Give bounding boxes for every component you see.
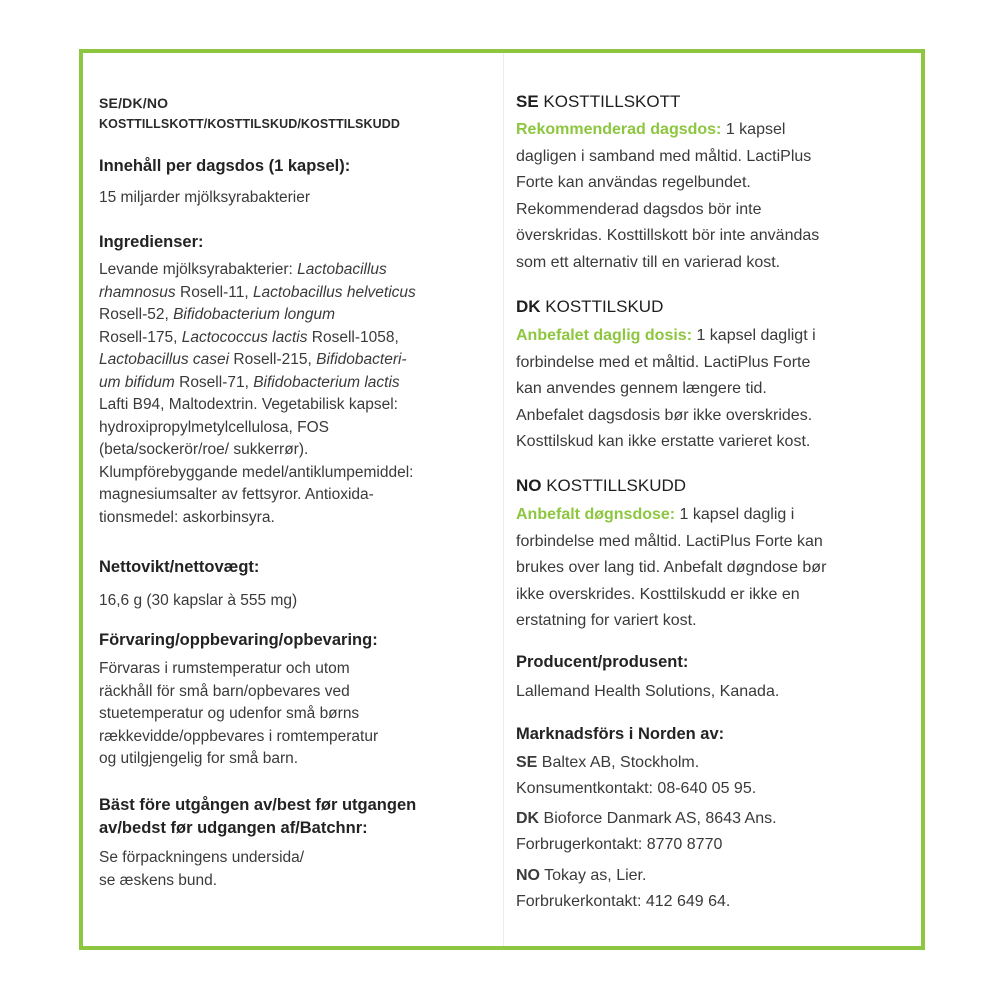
ingredient-species: Bifidobacterium longum xyxy=(173,306,336,323)
distributor-se-name: Baltex AB, Stockholm. xyxy=(537,754,700,771)
no-heading-text: KOSTTILLSKUDD xyxy=(541,476,687,495)
ingredient-text: Rosell-52, xyxy=(99,306,174,323)
product-type: KOSTTILLSKOTT/KOSTTILSKUD/KOSTTILSKUDD xyxy=(99,117,401,131)
ingredients-line xyxy=(99,438,416,461)
storage-text xyxy=(99,657,378,770)
ingredient-species: Bifidobacterium lactis xyxy=(253,373,400,391)
best-before-line: se æskens bund. xyxy=(99,871,218,889)
ingredient-text: Lafti B94, Maltodextrin. Vegetabilisk kapsel: xyxy=(99,396,398,413)
label-frame xyxy=(79,49,925,950)
no-line: 1 kapsel daglig i xyxy=(675,506,795,523)
ingredient-species: um bifidum xyxy=(99,373,175,391)
distributor-se xyxy=(516,750,756,802)
storage-line: rækkevidde/oppbevares i romtemperatur xyxy=(99,727,379,745)
ingredient-text: tionsmedel: askorbinsyra. xyxy=(99,508,275,526)
se-dose-label: Rekommenderad dagsdos: xyxy=(516,121,722,138)
ingredients-line xyxy=(99,326,416,349)
storage-line: Förvaras i rumstemperatur och utom xyxy=(99,660,350,677)
distributor-dk xyxy=(516,806,777,858)
se-section-text xyxy=(516,117,819,276)
ingredient-species: Bifidobacteri- xyxy=(316,351,407,368)
no-section-text xyxy=(516,502,826,635)
dk-line: forbindelse med et måltid. LactiPlus Forte xyxy=(516,353,811,371)
fold-line xyxy=(503,53,504,946)
se-line: som ett alternativ till en varierad kost. xyxy=(516,253,781,271)
ingredient-text: (beta/sockerör/roe/ sukkerrør). xyxy=(99,441,309,458)
no-line: erstatning for variert kost. xyxy=(516,612,697,629)
distributor-no-name: Tokay as, Lier. xyxy=(540,867,647,884)
se-line: Rekommenderad dagsdos bör inte xyxy=(516,200,762,218)
distributor-dk-code: DK xyxy=(516,810,540,827)
distributor-se-contact: Konsumentkontakt: 08-640 05 95. xyxy=(516,780,757,797)
storage-heading: Förvaring/oppbevaring/opbevaring: xyxy=(99,631,378,649)
distributor-no-code: NO xyxy=(516,867,540,884)
no-section-heading xyxy=(516,476,686,496)
ingredient-species: Lactobacillus helveticus xyxy=(252,283,416,301)
se-line: överskridas. Kosttillskott bör inte användas xyxy=(516,227,820,244)
ingredients-line xyxy=(99,483,416,506)
best-before-text xyxy=(99,846,304,891)
no-code: NO xyxy=(516,476,542,495)
producer-value: Lallemand Health Solutions, Kanada. xyxy=(516,683,780,700)
ingredient-species: Lactobacillus xyxy=(297,261,387,278)
ingredients-line xyxy=(99,258,416,281)
dk-dose-label: Anbefalet daglig dosis: xyxy=(516,327,693,344)
ingredient-text: Levande mjölksyrabakterier: xyxy=(99,261,298,278)
se-section-heading xyxy=(516,92,680,112)
dk-line: kan anvendes gennem længere tid. xyxy=(516,380,767,397)
no-line: forbindelse med måltid. LactiPlus Forte kan xyxy=(516,532,823,550)
distributor-dk-name: Bioforce Danmark AS, 8643 Ans. xyxy=(539,810,777,827)
marketed-heading: Marknadsförs i Norden av: xyxy=(516,725,725,743)
dk-line: Kosttilskud kan ikke erstatte varieret kost. xyxy=(516,433,811,450)
no-line: ikke overskrides. Kosttilskudd er ikke en xyxy=(516,585,800,603)
ingredient-text: Rosell-11, xyxy=(175,283,253,301)
ingredient-species: Lactobacillus casei xyxy=(99,351,230,368)
content-heading: Innehåll per dagsdos (1 kapsel): xyxy=(99,157,351,175)
ingredient-text: Klumpförebyggande medel/antiklumpemiddel: xyxy=(99,463,414,481)
storage-line: og utilgjengelig for små barn. xyxy=(99,750,299,767)
ingredient-text: Rosell-215, xyxy=(229,351,317,368)
net-weight-value: 16,6 g (30 kapslar à 555 mg) xyxy=(99,592,298,609)
ingredients-line xyxy=(99,371,416,394)
no-dose-label: Anbefalt døgnsdose: xyxy=(516,506,676,523)
best-before-heading-2: av/bedst før udgangen af/Batchnr: xyxy=(99,819,368,837)
ingredient-species: Lactococcus lactis xyxy=(181,328,308,346)
ingredients-line xyxy=(99,506,416,529)
best-before-line: Se förpackningens undersida/ xyxy=(99,849,305,866)
storage-line: stuetemperatur og udenfor små børns xyxy=(99,705,360,722)
se-code: SE xyxy=(516,92,539,111)
se-line: 1 kapsel xyxy=(721,121,786,138)
distributor-no xyxy=(516,863,730,915)
distributor-no-contact: Forbrukerkontakt: 412 649 64. xyxy=(516,893,731,910)
ingredient-text: magnesiumsalter av fettsyror. Antioxida- xyxy=(99,486,374,503)
ingredients-line xyxy=(99,281,416,304)
ingredients-line xyxy=(99,416,416,439)
distributor-dk-contact: Forbrugerkontakt: 8770 8770 xyxy=(516,836,723,853)
storage-line: räckhåll för små barn/opbevares ved xyxy=(99,682,350,700)
ingredient-text: Rosell-175, xyxy=(99,328,182,346)
dk-line: 1 kapsel dagligt i xyxy=(692,327,816,344)
dk-code: DK xyxy=(516,297,541,316)
se-line: dagligen i samband med måltid. LactiPlus xyxy=(516,147,812,165)
dk-line: Anbefalet dagsdosis bør ikke overskrides. xyxy=(516,406,813,424)
distributor-se-code: SE xyxy=(516,754,538,771)
net-weight-heading: Nettovikt/nettovægt: xyxy=(99,558,260,576)
ingredient-text: hydroxipropylmetylcellulosa, FOS xyxy=(99,418,330,436)
best-before-heading-1: Bäst före utgången av/best før utgangen xyxy=(99,796,417,814)
se-heading-text: KOSTTILLSKOTT xyxy=(538,92,681,111)
se-line: Forte kan användas regelbundet. xyxy=(516,174,751,191)
ingredients-line xyxy=(99,348,416,371)
ingredients-heading: Ingredienser: xyxy=(99,233,204,251)
ingredients-line xyxy=(99,461,416,484)
ingredients-line xyxy=(99,393,416,416)
no-line: brukes over lang tid. Anbefalt døgndose bør xyxy=(516,559,827,576)
ingredient-text: Rosell-71, xyxy=(174,373,254,391)
content-value: 15 miljarder mjölksyrabakterier xyxy=(99,189,311,206)
language-codes: SE/DK/NO xyxy=(99,95,169,111)
dk-section-heading xyxy=(516,297,663,317)
dk-heading-text: KOSTTILSKUD xyxy=(540,297,664,316)
producer-heading: Producent/produsent: xyxy=(516,653,689,671)
ingredients-text xyxy=(99,258,416,528)
ingredient-species: rhamnosus xyxy=(99,283,176,301)
ingredient-text: Rosell-1058, xyxy=(307,328,399,346)
ingredients-line xyxy=(99,303,416,326)
dk-section-text xyxy=(516,323,816,456)
